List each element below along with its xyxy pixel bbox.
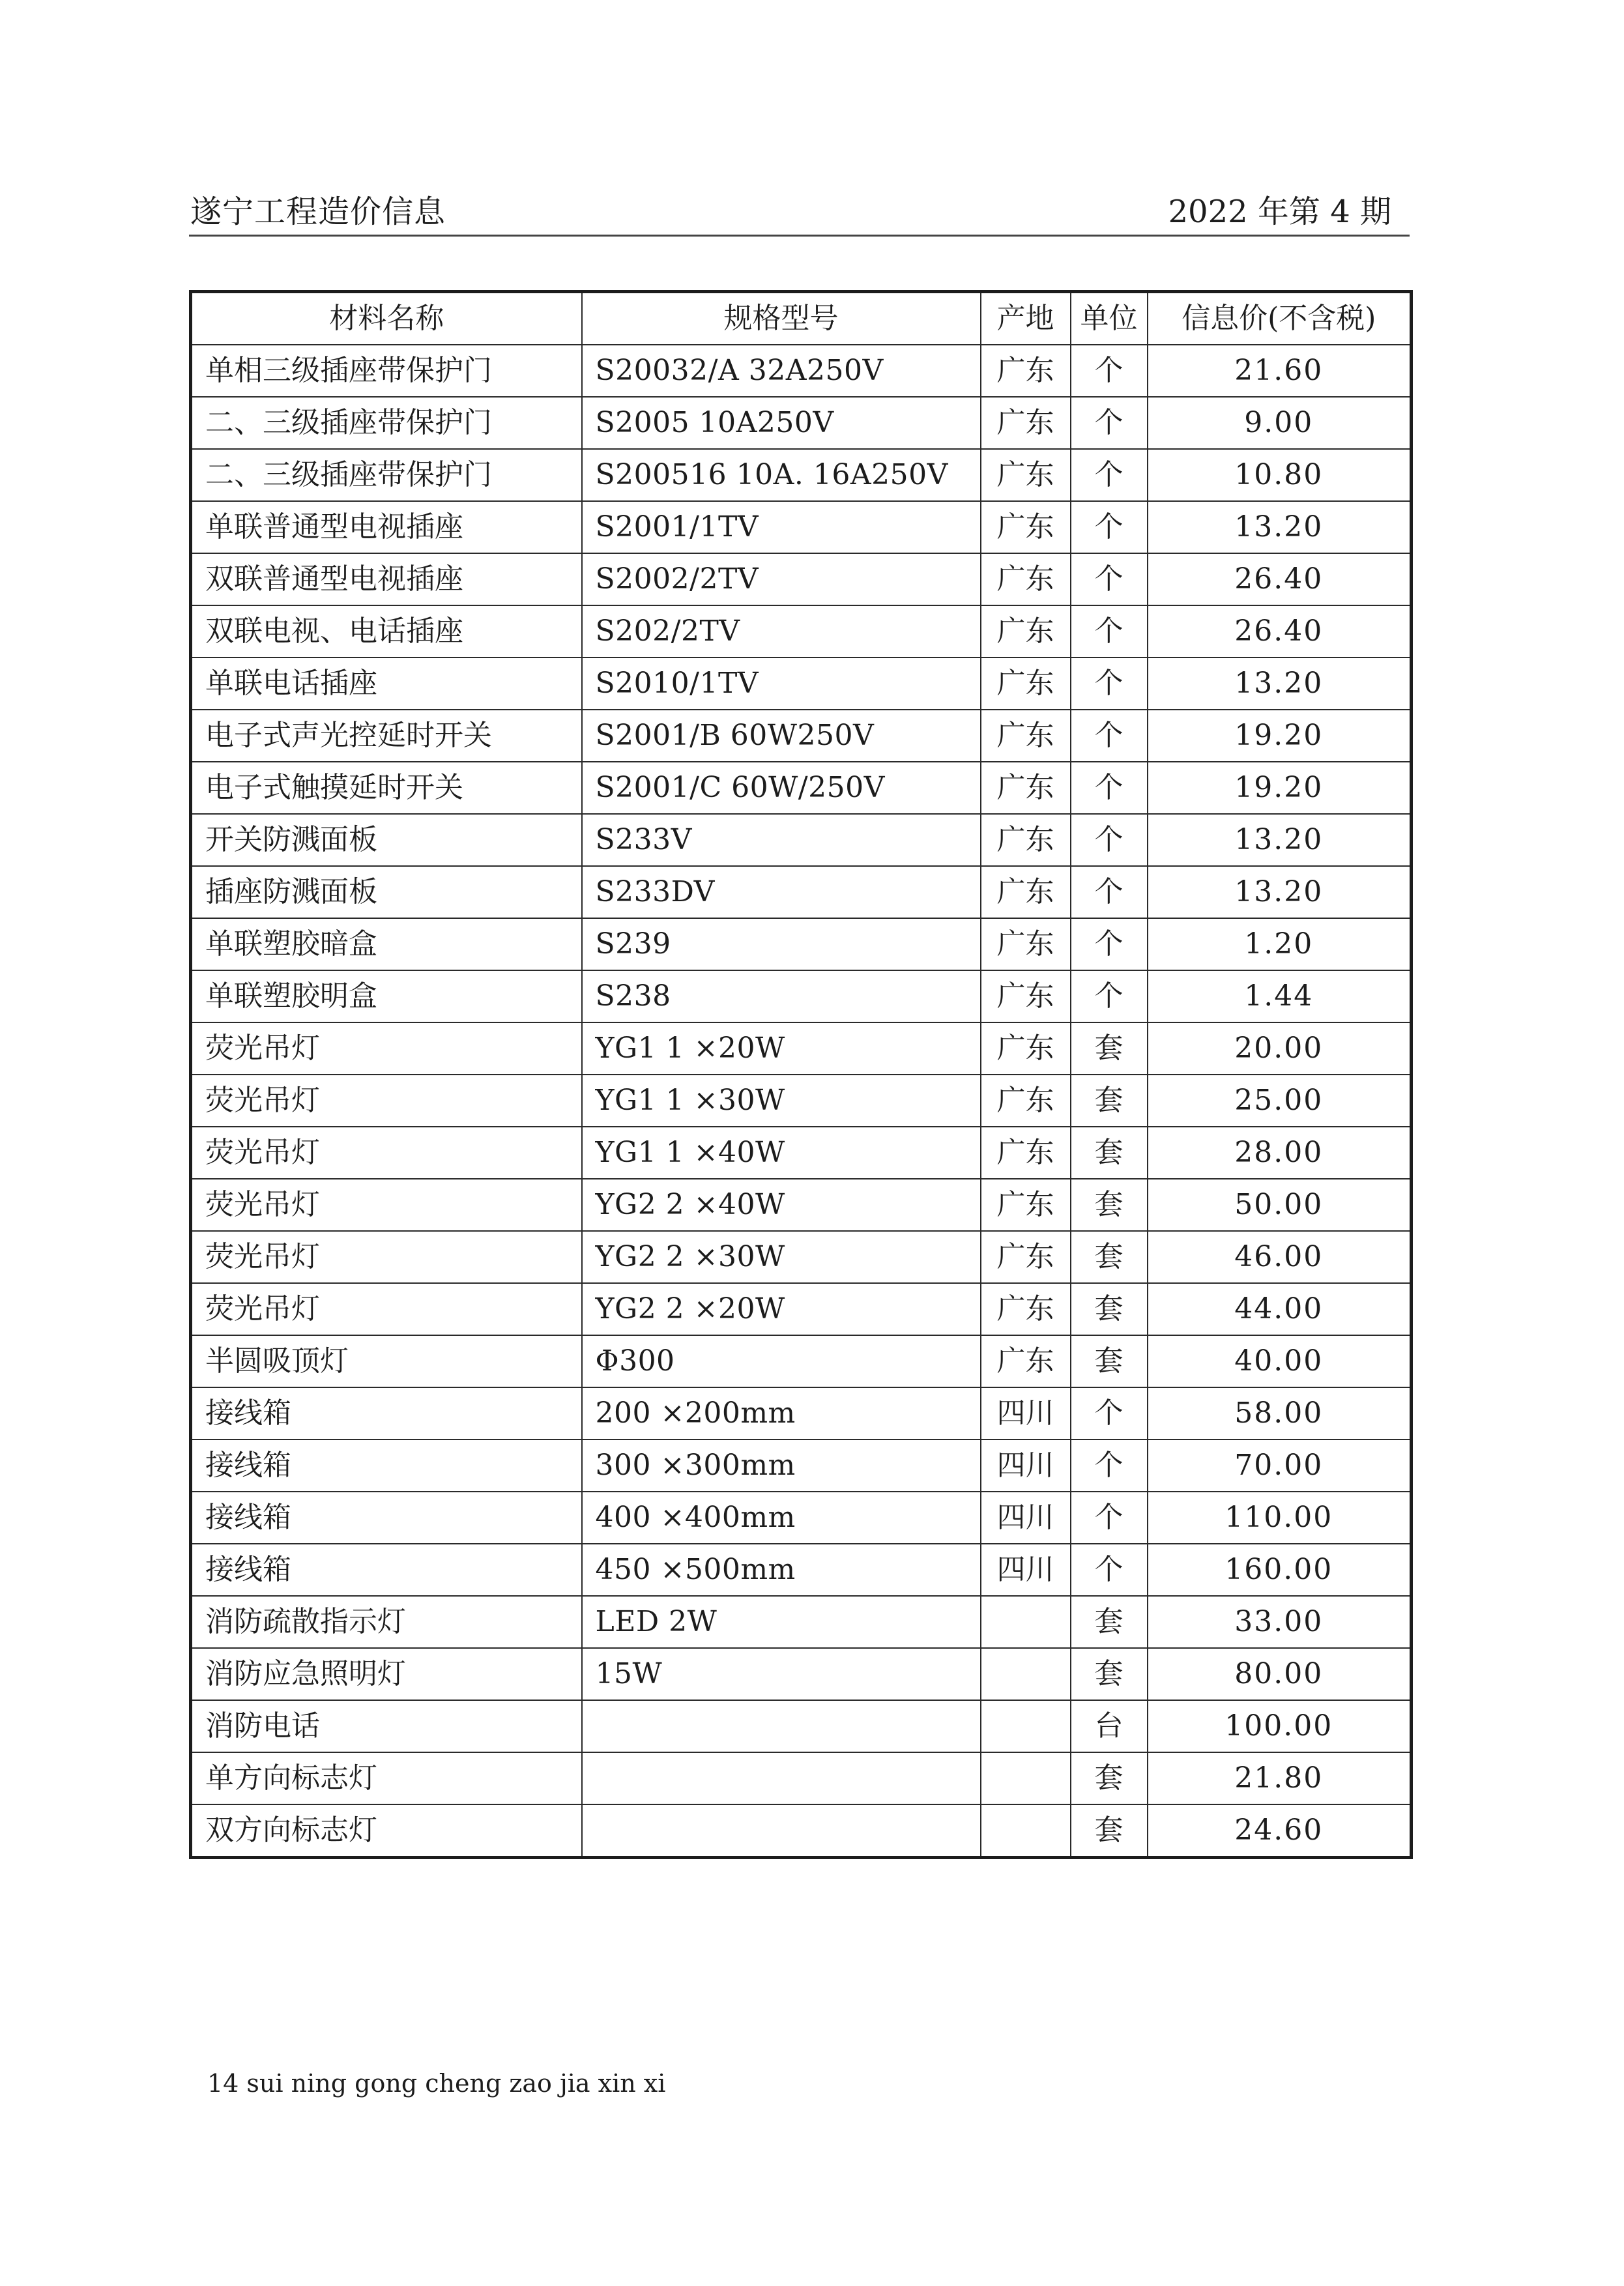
material-name-cell: 二、三级插座带保护门: [191, 397, 582, 449]
spec-model-cell: S2001/1TV: [582, 501, 981, 553]
spec-model-cell: S202/2TV: [582, 605, 981, 658]
material-name-cell: 荧光吊灯: [191, 1231, 582, 1283]
unit-cell: 套: [1071, 1283, 1148, 1335]
origin-cell: 广东: [981, 605, 1071, 658]
unit-cell: 台: [1071, 1700, 1148, 1752]
spec-model-cell: 300 ×300mm: [582, 1440, 981, 1492]
spec-model-cell: YG1 1 ×40W: [582, 1127, 981, 1179]
spec-model-cell: 400 ×400mm: [582, 1492, 981, 1544]
info-price-cell: 28.00: [1148, 1127, 1412, 1179]
spec-model-cell: LED 2W: [582, 1596, 981, 1648]
material-name-cell: 接线箱: [191, 1492, 582, 1544]
table-row: [191, 345, 1412, 397]
spec-model-cell: S2001/B 60W250V: [582, 710, 981, 762]
spec-model-cell: S233V: [582, 814, 981, 866]
table-row: [191, 658, 1412, 710]
origin-cell: 广东: [981, 970, 1071, 1022]
origin-cell: [981, 1700, 1071, 1752]
unit-cell: 个: [1071, 345, 1148, 397]
material-name-cell: 接线箱: [191, 1440, 582, 1492]
table-row: [191, 1596, 1412, 1648]
table-row: [191, 918, 1412, 970]
material-name-cell: 单联塑胶暗盒: [191, 918, 582, 970]
column-header-origin: 产地: [981, 292, 1071, 345]
info-price-cell: 25.00: [1148, 1075, 1412, 1127]
material-name-cell: 消防电话: [191, 1700, 582, 1752]
spec-model-cell: YG1 1 ×20W: [582, 1022, 981, 1075]
info-price-cell: 33.00: [1148, 1596, 1412, 1648]
unit-cell: 个: [1071, 1492, 1148, 1544]
spec-model-cell: S200516 10A. 16A250V: [582, 449, 981, 501]
unit-cell: 套: [1071, 1127, 1148, 1179]
unit-cell: 套: [1071, 1075, 1148, 1127]
unit-cell: 个: [1071, 1544, 1148, 1596]
origin-cell: 广东: [981, 1022, 1071, 1075]
material-name-cell: 荧光吊灯: [191, 1127, 582, 1179]
price-table: [189, 290, 1413, 1859]
material-name-cell: 消防应急照明灯: [191, 1648, 582, 1700]
unit-cell: 个: [1071, 710, 1148, 762]
table-row: [191, 1127, 1412, 1179]
origin-cell: 四川: [981, 1544, 1071, 1596]
material-name-cell: 单方向标志灯: [191, 1752, 582, 1804]
unit-cell: 个: [1071, 918, 1148, 970]
material-name-cell: 接线箱: [191, 1387, 582, 1440]
table-row: [191, 1544, 1412, 1596]
material-name-cell: 荧光吊灯: [191, 1179, 582, 1231]
origin-cell: 广东: [981, 710, 1071, 762]
info-price-cell: 70.00: [1148, 1440, 1412, 1492]
info-price-cell: 20.00: [1148, 1022, 1412, 1075]
info-price-cell: 58.00: [1148, 1387, 1412, 1440]
unit-cell: 个: [1071, 1387, 1148, 1440]
info-price-cell: 100.00: [1148, 1700, 1412, 1752]
origin-cell: 广东: [981, 658, 1071, 710]
info-price-cell: 13.20: [1148, 814, 1412, 866]
info-price-cell: 9.00: [1148, 397, 1412, 449]
info-price-cell: 13.20: [1148, 866, 1412, 918]
origin-cell: 广东: [981, 1231, 1071, 1283]
table-row: [191, 866, 1412, 918]
info-price-cell: 19.20: [1148, 710, 1412, 762]
info-price-cell: 13.20: [1148, 501, 1412, 553]
unit-cell: 个: [1071, 658, 1148, 710]
info-price-cell: 24.60: [1148, 1804, 1412, 1858]
origin-cell: 广东: [981, 1075, 1071, 1127]
unit-cell: 个: [1071, 397, 1148, 449]
origin-cell: 广东: [981, 762, 1071, 814]
unit-cell: 个: [1071, 814, 1148, 866]
table-row: [191, 1804, 1412, 1858]
info-price-cell: 10.80: [1148, 449, 1412, 501]
issue-label: 2022 年第 4 期: [1168, 194, 1391, 230]
info-price-cell: 44.00: [1148, 1283, 1412, 1335]
material-name-cell: 插座防溅面板: [191, 866, 582, 918]
info-price-cell: 26.40: [1148, 605, 1412, 658]
spec-model-cell: YG2 2 ×30W: [582, 1231, 981, 1283]
table-row: [191, 1492, 1412, 1544]
column-header-unit: 单位: [1071, 292, 1148, 345]
table-row: [191, 1022, 1412, 1075]
origin-cell: [981, 1648, 1071, 1700]
unit-cell: 套: [1071, 1179, 1148, 1231]
origin-cell: 广东: [981, 345, 1071, 397]
spec-model-cell: S239: [582, 918, 981, 970]
material-name-cell: 接线箱: [191, 1544, 582, 1596]
unit-cell: 个: [1071, 501, 1148, 553]
unit-cell: 个: [1071, 762, 1148, 814]
origin-cell: 广东: [981, 866, 1071, 918]
material-name-cell: 双联电视、电话插座: [191, 605, 582, 658]
table-row: [191, 814, 1412, 866]
table-row: [191, 449, 1412, 501]
material-name-cell: 单联电话插座: [191, 658, 582, 710]
material-name-cell: 单联塑胶明盒: [191, 970, 582, 1022]
spec-model-cell: S2010/1TV: [582, 658, 981, 710]
unit-cell: 个: [1071, 605, 1148, 658]
table-row: [191, 397, 1412, 449]
info-price-cell: 80.00: [1148, 1648, 1412, 1700]
unit-cell: 个: [1071, 970, 1148, 1022]
material-name-cell: 二、三级插座带保护门: [191, 449, 582, 501]
table-row: [191, 1179, 1412, 1231]
column-header-name: 材料名称: [191, 292, 582, 345]
info-price-cell: 50.00: [1148, 1179, 1412, 1231]
origin-cell: 广东: [981, 501, 1071, 553]
spec-model-cell: 15W: [582, 1648, 981, 1700]
unit-cell: 个: [1071, 553, 1148, 605]
origin-cell: 广东: [981, 1283, 1071, 1335]
table-row: [191, 1075, 1412, 1127]
unit-cell: 个: [1071, 866, 1148, 918]
table-row: [191, 1335, 1412, 1387]
table-row: [191, 710, 1412, 762]
info-price-cell: 40.00: [1148, 1335, 1412, 1387]
table-row: [191, 1440, 1412, 1492]
header-divider: [189, 235, 1410, 237]
origin-cell: 广东: [981, 1127, 1071, 1179]
material-name-cell: 单相三级插座带保护门: [191, 345, 582, 397]
material-name-cell: 单联普通型电视插座: [191, 501, 582, 553]
unit-cell: 套: [1071, 1022, 1148, 1075]
origin-cell: 四川: [981, 1387, 1071, 1440]
unit-cell: 套: [1071, 1335, 1148, 1387]
info-price-cell: 1.20: [1148, 918, 1412, 970]
spec-model-cell: YG1 1 ×30W: [582, 1075, 981, 1127]
origin-cell: 广东: [981, 553, 1071, 605]
material-name-cell: 荧光吊灯: [191, 1283, 582, 1335]
material-name-cell: 半圆吸顶灯: [191, 1335, 582, 1387]
origin-cell: [981, 1804, 1071, 1858]
spec-model-cell: Φ300: [582, 1335, 981, 1387]
unit-cell: 个: [1071, 1440, 1148, 1492]
table-row: [191, 501, 1412, 553]
unit-cell: 套: [1071, 1648, 1148, 1700]
table-row: [191, 1387, 1412, 1440]
unit-cell: 套: [1071, 1596, 1148, 1648]
unit-cell: 套: [1071, 1804, 1148, 1858]
origin-cell: 广东: [981, 918, 1071, 970]
unit-cell: 套: [1071, 1231, 1148, 1283]
column-header-spec: 规格型号: [582, 292, 981, 345]
material-name-cell: 电子式触摸延时开关: [191, 762, 582, 814]
info-price-cell: 21.60: [1148, 345, 1412, 397]
spec-model-cell: S2002/2TV: [582, 553, 981, 605]
origin-cell: 广东: [981, 397, 1071, 449]
material-name-cell: 开关防溅面板: [191, 814, 582, 866]
table-row: [191, 1648, 1412, 1700]
table-row: [191, 1231, 1412, 1283]
table-row: [191, 1283, 1412, 1335]
spec-model-cell: [582, 1804, 981, 1858]
spec-model-cell: S2001/C 60W/250V: [582, 762, 981, 814]
origin-cell: 四川: [981, 1492, 1071, 1544]
origin-cell: 广东: [981, 814, 1071, 866]
spec-model-cell: YG2 2 ×20W: [582, 1283, 981, 1335]
origin-cell: 广东: [981, 1179, 1071, 1231]
table-header: [191, 292, 1412, 345]
page-footer: 14 sui ning gong cheng zao jia xin xi: [207, 2069, 666, 2098]
origin-cell: 广东: [981, 449, 1071, 501]
material-name-cell: 双联普通型电视插座: [191, 553, 582, 605]
info-price-cell: 13.20: [1148, 658, 1412, 710]
table-body: [191, 345, 1412, 1858]
origin-cell: [981, 1596, 1071, 1648]
info-price-cell: 1.44: [1148, 970, 1412, 1022]
info-price-cell: 26.40: [1148, 553, 1412, 605]
spec-model-cell: S233DV: [582, 866, 981, 918]
spec-model-cell: 450 ×500mm: [582, 1544, 981, 1596]
origin-cell: 广东: [981, 1335, 1071, 1387]
info-price-cell: 46.00: [1148, 1231, 1412, 1283]
table-row: [191, 1700, 1412, 1752]
info-price-cell: 19.20: [1148, 762, 1412, 814]
unit-cell: 套: [1071, 1752, 1148, 1804]
unit-cell: 个: [1071, 449, 1148, 501]
spec-model-cell: 200 ×200mm: [582, 1387, 981, 1440]
spec-model-cell: [582, 1700, 981, 1752]
info-price-cell: 110.00: [1148, 1492, 1412, 1544]
spec-model-cell: S2005 10A250V: [582, 397, 981, 449]
spec-model-cell: YG2 2 ×40W: [582, 1179, 981, 1231]
spec-model-cell: S20032/A 32A250V: [582, 345, 981, 397]
origin-cell: [981, 1752, 1071, 1804]
material-name-cell: 双方向标志灯: [191, 1804, 582, 1858]
info-price-cell: 160.00: [1148, 1544, 1412, 1596]
info-price-cell: 21.80: [1148, 1752, 1412, 1804]
origin-cell: 四川: [981, 1440, 1071, 1492]
column-header-price: 信息价(不含税): [1148, 292, 1412, 345]
spec-model-cell: S238: [582, 970, 981, 1022]
material-name-cell: 电子式声光控延时开关: [191, 710, 582, 762]
table-row: [191, 762, 1412, 814]
table-header-row: [191, 292, 1412, 345]
table-row: [191, 605, 1412, 658]
material-name-cell: 消防疏散指示灯: [191, 1596, 582, 1648]
table-row: [191, 1752, 1412, 1804]
table-row: [191, 553, 1412, 605]
table-row: [191, 970, 1412, 1022]
publication-title: 遂宁工程造价信息: [190, 194, 446, 230]
material-name-cell: 荧光吊灯: [191, 1075, 582, 1127]
material-name-cell: 荧光吊灯: [191, 1022, 582, 1075]
spec-model-cell: [582, 1752, 981, 1804]
